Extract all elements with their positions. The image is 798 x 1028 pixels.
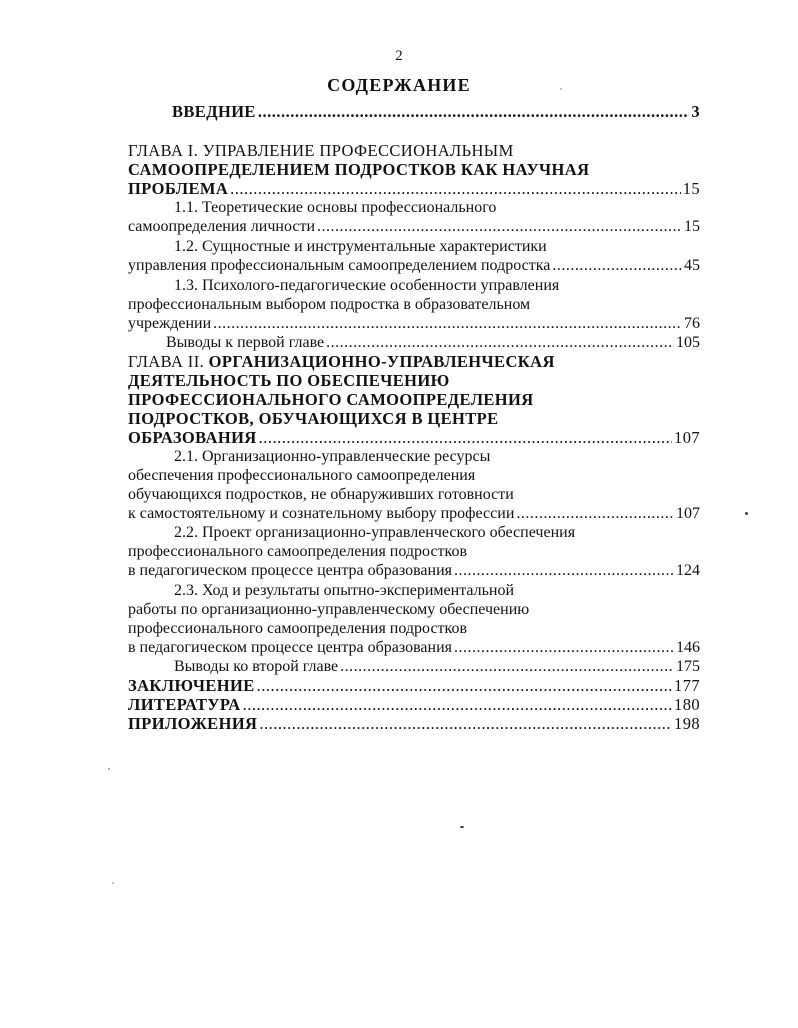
toc-entry-literature (128, 695, 700, 714)
leader-dots (258, 102, 690, 121)
toc-entry-line (128, 561, 700, 580)
toc-entry-label: самоопределения личности (128, 218, 315, 235)
toc-entry-line (128, 390, 700, 409)
toc-entry-line (128, 179, 700, 198)
toc-entry-label: Выводы ко второй главе (174, 658, 339, 675)
leader-dots (340, 657, 674, 676)
toc-entry-section-1-1 (128, 198, 700, 236)
scan-speck (112, 882, 114, 884)
chapter-title: ОРГАНИЗАЦИОННО-УПРАВЛЕНЧЕСКАЯ (208, 352, 555, 371)
toc-entry-line (128, 485, 700, 504)
toc-entry-conclusions-1 (128, 333, 700, 352)
leader-dots (259, 428, 672, 447)
toc-entry-section-2-1 (128, 447, 700, 523)
toc-entry-line (128, 371, 700, 390)
toc-entry-page: 177 (674, 676, 700, 695)
chapter-number: ГЛАВА II. (128, 352, 205, 371)
toc-entry-line (128, 638, 700, 657)
toc-entry-line (128, 409, 700, 428)
toc-entry-label: к самостоятельному и сознательному выбору профессии (128, 505, 515, 522)
toc-entry-section-2-2 (128, 523, 700, 580)
toc-entry-line (128, 295, 700, 314)
toc-entry-page: 180 (674, 695, 700, 714)
toc-entry-line (128, 542, 700, 561)
toc-entry-label: ВВЕДНИЕ (172, 102, 256, 121)
toc-entry-page: 45 (684, 257, 700, 274)
toc-entry-conclusion (128, 676, 700, 695)
leader-dots (454, 638, 674, 657)
toc-entry-line (128, 581, 700, 600)
toc-entry-line (128, 504, 700, 523)
toc-entry-page: 146 (676, 639, 700, 656)
toc-entry-text: профессиональным выбором подростка в образовательном (128, 296, 531, 313)
scan-speck (560, 88, 562, 90)
toc-entry-page: 175 (676, 658, 700, 675)
toc-entry-text: профессионального самоопределения подростков (128, 543, 468, 560)
toc-entry-intro (128, 102, 700, 121)
toc-entry-line (128, 352, 700, 371)
toc-entry-page: 124 (676, 562, 700, 579)
toc-entry-line (128, 256, 700, 275)
toc-entry-text: ПОДРОСТКОВ, ОБУЧАЮЩИХСЯ В ЦЕНТРЕ (128, 409, 499, 428)
toc-entry-text: профессионального самоопределения подростков (128, 620, 468, 637)
leader-dots (259, 714, 672, 733)
toc-entry-section-1-3 (128, 276, 700, 333)
toc-entry-line (128, 217, 700, 236)
scan-speck (108, 768, 110, 770)
toc-entry-text: 1.1. Теоретические основы профессионального (174, 199, 497, 216)
toc-entry-page: 198 (674, 714, 700, 733)
toc-entry-line (128, 619, 700, 638)
scan-speck (745, 512, 748, 515)
toc-entry-label: учреждении (128, 315, 212, 332)
toc-entry-page: 105 (676, 334, 700, 351)
toc-entry-text (128, 352, 555, 371)
toc-entry-page: 76 (684, 315, 700, 332)
leader-dots (326, 333, 674, 352)
toc-entry-label: ЗАКЛЮЧЕНИЕ (128, 676, 255, 695)
toc-entry-text: САМООПРЕДЕЛЕНИЕМ ПОДРОСТКОВ КАК НАУЧНАЯ (128, 160, 590, 179)
table-of-contents (128, 102, 700, 733)
leader-dots (516, 504, 674, 523)
leader-dots (317, 217, 682, 236)
leader-dots (243, 695, 672, 714)
toc-entry-label: в педагогическом процессе центра образования (128, 562, 453, 579)
toc-entry-line (128, 447, 700, 466)
toc-entry-text: ДЕЯТЕЛЬНОСТЬ ПО ОБЕСПЕЧЕНИЮ (128, 371, 450, 390)
page-number: 2 (395, 48, 403, 64)
toc-entry-chapter-1 (128, 141, 700, 198)
toc-entry-page: 107 (674, 428, 700, 447)
toc-entry-text: 2.1. Организационно-управленческие ресурсы (174, 448, 491, 465)
leader-dots (213, 314, 682, 333)
toc-entry-page: 15 (684, 218, 700, 235)
toc-entry-label: ПРОБЛЕМА (128, 179, 229, 198)
toc-entry-label: ПРИЛОЖЕНИЯ (128, 714, 258, 733)
toc-entry-line (128, 314, 700, 333)
toc-entry-text: обеспечения профессионального самоопределения (128, 467, 476, 484)
toc-entry-page: 3 (691, 102, 700, 121)
toc-entry-page: 107 (676, 505, 700, 522)
toc-entry-label: в педагогическом процессе центра образования (128, 639, 453, 656)
toc-entry-line (128, 428, 700, 447)
toc-entry-appendix (128, 714, 700, 733)
toc-entry-line (128, 523, 700, 542)
page-title: СОДЕРЖАНИЕ (327, 75, 471, 95)
toc-entry-text: ПРОФЕССИОНАЛЬНОГО САМООПРЕДЕЛЕНИЯ (128, 390, 534, 409)
toc-entry-section-1-2 (128, 237, 700, 275)
toc-entry-text: 1.2. Сущностные и инструментальные характеристики (174, 238, 547, 255)
toc-entry-chapter-2 (128, 352, 700, 447)
toc-entry-section-2-3 (128, 581, 700, 657)
toc-entry-line (128, 600, 700, 619)
toc-entry-text: 2.3. Ход и результаты опытно-экспериментальной (174, 582, 515, 599)
leader-dots (230, 179, 681, 198)
toc-entry-text: обучающихся подростков, не обнаруживших готовности (128, 486, 514, 503)
toc-entry-label: Выводы к первой главе (166, 334, 325, 351)
toc-entry-label: управления профессиональным самоопределением подростка (128, 257, 551, 274)
toc-entry-text: 1.3. Психолого-педагогические особенности управления (174, 277, 560, 294)
leader-dots (454, 561, 674, 580)
toc-entry-line (128, 276, 700, 295)
toc-entry-line (128, 141, 700, 160)
leader-dots (552, 256, 682, 275)
toc-entry-label: ОБРАЗОВАНИЯ (128, 428, 257, 447)
scan-speck (460, 826, 464, 828)
toc-entry-line (128, 198, 700, 217)
toc-entry-text: работы по организационно-управленческому обеспечению (128, 601, 530, 618)
toc-entry-line (128, 466, 700, 485)
toc-entry-text: 2.2. Проект организационно-управленческого обеспечения (174, 524, 576, 541)
toc-entry-page: 15 (682, 179, 700, 198)
toc-entry-text: ГЛАВА I. УПРАВЛЕНИЕ ПРОФЕССИОНАЛЬНЫМ (128, 141, 514, 160)
toc-entry-line (128, 237, 700, 256)
leader-dots (257, 676, 672, 695)
toc-entry-label: ЛИТЕРАТУРА (128, 695, 241, 714)
toc-entry-conclusions-2 (128, 657, 700, 676)
toc-entry-line (128, 160, 700, 179)
